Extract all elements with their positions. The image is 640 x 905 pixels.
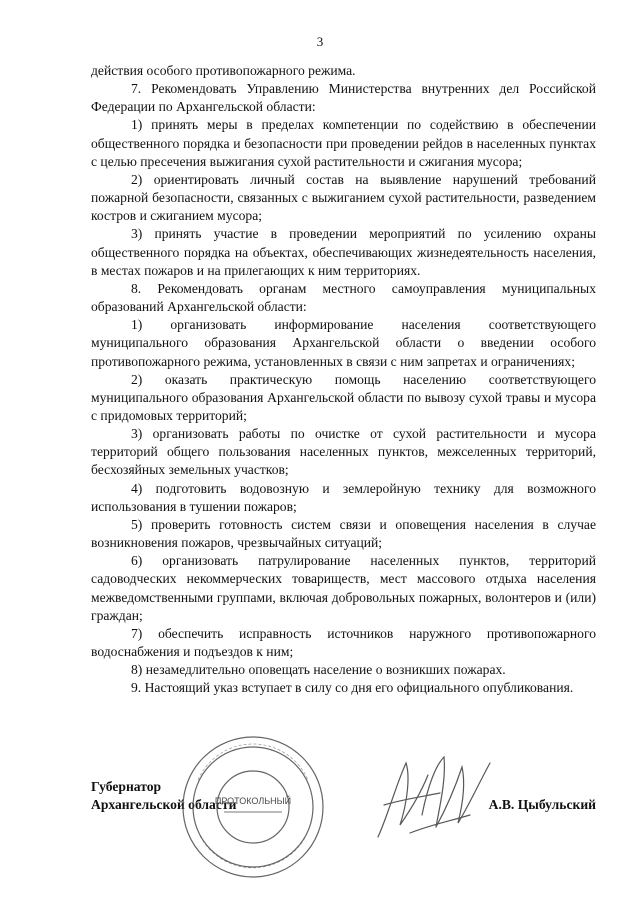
paragraph: 9. Настоящий указ вступает в силу со дня его официального опубликования. <box>131 680 574 696</box>
page-number: 3 <box>316 34 324 49</box>
paragraph: 4) подготовить водовозную и землеройную технику для возможного использования в тушении пожаров; <box>91 480 596 514</box>
paragraph: 1) принять меры в пределах компетенции по содействию в обеспечении общественного порядка и безопасности при проведении рейдов в населенных пунктах с целью пресечения выжигания сухой растительности и сжигания мусора; <box>91 117 596 169</box>
document-body <box>91 62 596 697</box>
paragraph: 5) проверить готовность систем связи и оповещения населения в случае возникновения пожаров, чрезвычайных ситуаций; <box>91 516 596 551</box>
handwritten-signature <box>370 745 500 845</box>
stamp-inner-text: ПРОТОКОЛЬНЫЙ <box>214 796 292 806</box>
paragraph: 7. Рекомендовать Управлению Министерства внутренних дел Российской Федерации по Архангельской области: <box>91 81 596 115</box>
paragraph: 6) организовать патрулирование населенных пунктов, территорий садоводческих некоммерческих товариществ, мест массового отдыха населения межведомственными группами, включая добровольных пожарных, волонтеров и (или) граждан; <box>91 553 596 623</box>
paragraph: 3) организовать работы по очистке от сухой растительности и мусора территорий общего пользования населенных пунктов, межселенных территорий, бесхозяйных земельных участков; <box>91 426 596 478</box>
signatory-title-line1: Губернатор <box>91 779 162 794</box>
signatory-name: А.В. Цыбульский <box>488 797 596 812</box>
signatory-title-line2: Архангельской области <box>91 797 237 812</box>
paragraph: 7) обеспечить исправность источников наружного противопожарного водоснабжения и подъездов к ним; <box>91 625 596 659</box>
paragraph: 2) оказать практическую помощь населению соответствующего муниципального образования Архангельской области по вывозу сухой травы и мусора с придомовых территорий; <box>91 371 596 423</box>
paragraph: действия особого противопожарного режима. <box>91 63 356 78</box>
paragraph: 8) незамедлительно оповещать население о возникших пожарах. <box>131 662 506 678</box>
paragraph: 8. Рекомендовать органам местного самоуправления муниципальных образований Архангельской области: <box>91 280 596 315</box>
paragraph: 1) организовать информирование населения соответствующего муниципального образования Архангельской области о введении особого противопожарного режима, установленных в связи с ним запретах и ограничениях; <box>91 317 596 369</box>
paragraph: 3) принять участие в проведении мероприятий по усилению охраны общественного порядка на объектах, обеспечивающих жизнедеятельность населения, в местах пожаров и на прилегающих к ним территориях. <box>91 226 596 278</box>
signature-block <box>91 778 596 838</box>
paragraph: 2) ориентировать личный состав на выявление нарушений требований пожарной безопасности, связанных с выжиганием сухой растительности, разведением костров и сжиганием мусора; <box>91 171 596 224</box>
official-stamp <box>178 732 328 882</box>
